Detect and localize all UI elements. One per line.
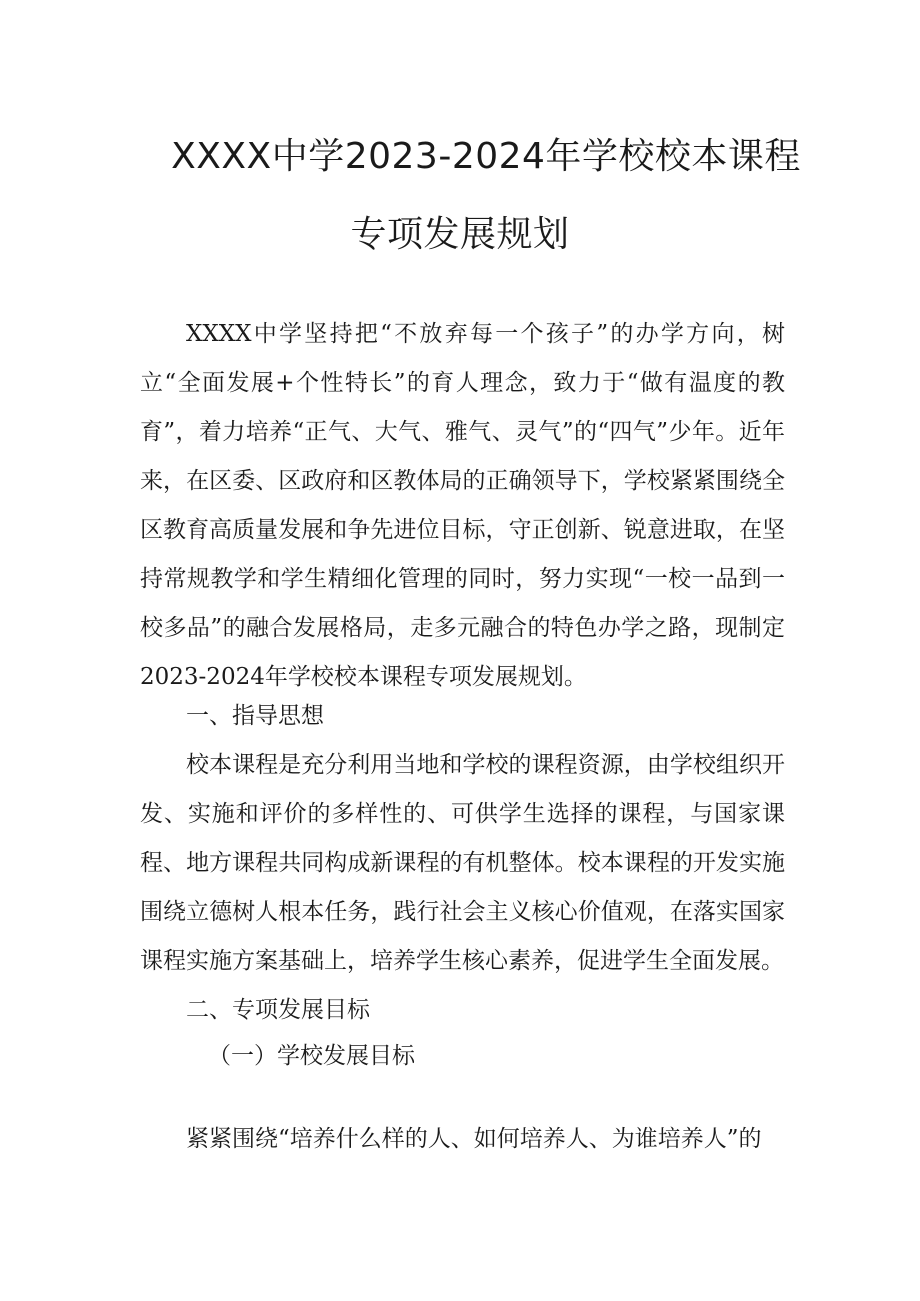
section-heading-guiding-ideology: 一、指导思想 xyxy=(186,703,324,729)
document-title-line-1: XXXX中学2023-2024年学校校本课程 xyxy=(171,136,801,177)
section-heading-development-goals: 二、专项发展目标 xyxy=(186,997,370,1023)
document-title-line-2: 专项发展规划 xyxy=(350,214,570,255)
school-goals-paragraph: 紧紧围绕“培养什么样的人、如何培养人、为谁培养人”的 xyxy=(186,1126,762,1152)
subsection-heading-school-goals: （一）学校发展目标 xyxy=(208,1043,415,1069)
intro-paragraph: XXXX中学坚持把“不放弃每一个孩子”的办学方向，树立“全面发展+个性特长”的育人理念，致力于“做有温度的教育”，着力培养“正气、大气、雅气、灵气”的“四气”少年。近年来，在区委、区政府和区教体局的正确领导下，学校紧紧围绕全区教育高质量发展和争先进位目标，守正创新、锐意进取，在坚持常规教学和学生精细化管理的同时，努力实现“一校一品到一校多品”的融合发展格局，走多元融合的特色办学之路，现制定2023-2024年学校校本课程专项发展规划。 xyxy=(140,321,785,690)
guiding-ideology-paragraph: 校本课程是充分利用当地和学校的课程资源，由学校组织开发、实施和评价的多样性的、可供学生选择的课程，与国家课程、地方课程共同构成新课程的有机整体。校本课程的开发实施围绕立德树人根本任务，践行社会主义核心价值观，在落实国家课程实施方案基础上，培养学生核心素养，促进学生全面发展。 xyxy=(140,752,785,974)
